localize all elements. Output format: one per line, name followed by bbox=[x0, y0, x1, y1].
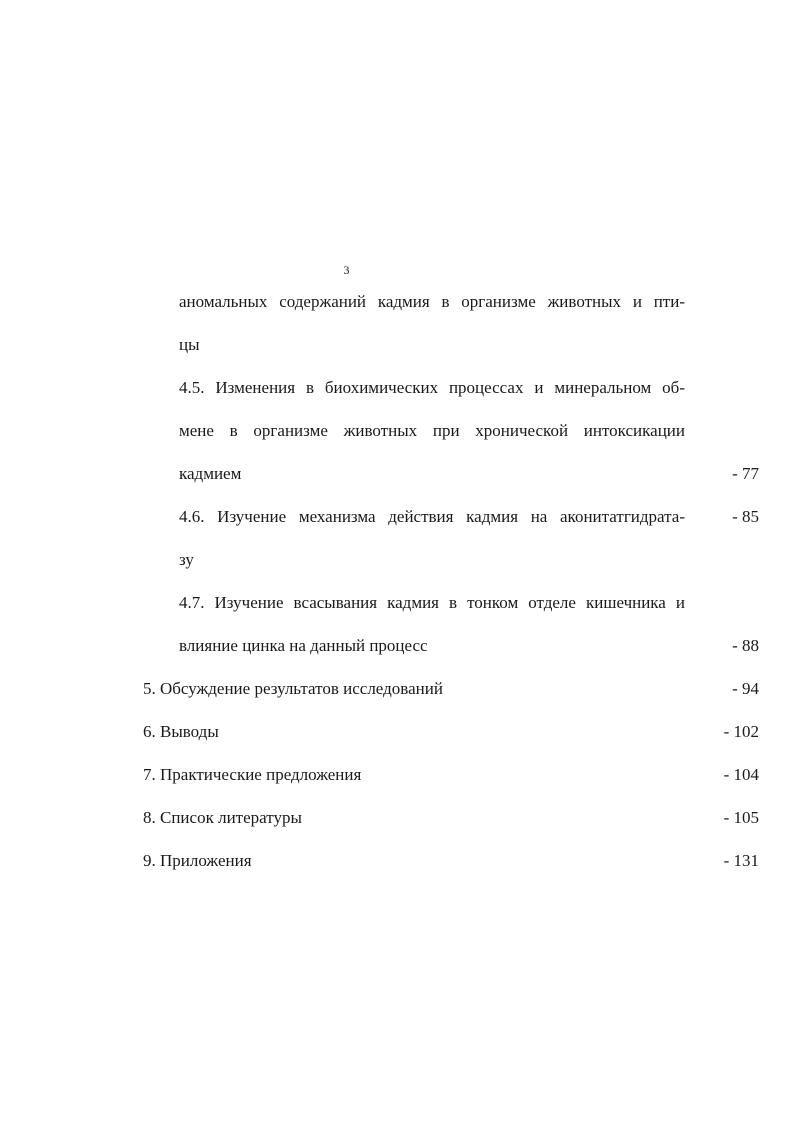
toc-line-4-6-1: 4.6. Изучение механизма действия кадмия на аконитатгидрата- bbox=[179, 507, 685, 526]
toc-page-4-7: - 88 bbox=[732, 636, 759, 655]
toc-line-4-4-cont-1: аномальных содержаний кадмия в организме животных и пти- bbox=[179, 292, 685, 311]
toc-line-6: 6. Выводы bbox=[143, 722, 219, 741]
toc-line-9: 9. Приложения bbox=[143, 851, 252, 870]
toc-line-5: 5. Обсуждение результатов исследований bbox=[143, 679, 443, 698]
toc-line-4-5-2: мене в организме животных при хронической интоксикации bbox=[179, 421, 685, 440]
toc-page-9: - 131 bbox=[723, 851, 759, 870]
toc-line-4-7-1: 4.7. Изучение всасывания кадмия в тонком отделе кишечника и bbox=[179, 593, 685, 612]
toc-line-4-5-3: кадмием bbox=[179, 464, 242, 483]
toc-page-7: - 104 bbox=[723, 765, 759, 784]
toc-line-4-6-2: зу bbox=[179, 550, 194, 569]
toc-line-4-5-1: 4.5. Изменения в биохимических процессах и минеральном об- bbox=[179, 378, 685, 397]
toc-page-4-5: - 77 bbox=[732, 464, 759, 483]
toc-line-4-4-cont-2: цы bbox=[179, 335, 200, 354]
page-number: 3 bbox=[343, 263, 350, 277]
toc-line-7: 7. Практические предложения bbox=[143, 765, 362, 784]
toc-line-4-7-2: влияние цинка на данный процесс bbox=[179, 636, 428, 655]
toc-page-8: - 105 bbox=[723, 808, 759, 827]
toc-page-4-6: - 85 bbox=[732, 507, 759, 526]
toc-line-8: 8. Список литературы bbox=[143, 808, 302, 827]
toc-page-6: - 102 bbox=[723, 722, 759, 741]
toc-page-5: - 94 bbox=[732, 679, 759, 698]
